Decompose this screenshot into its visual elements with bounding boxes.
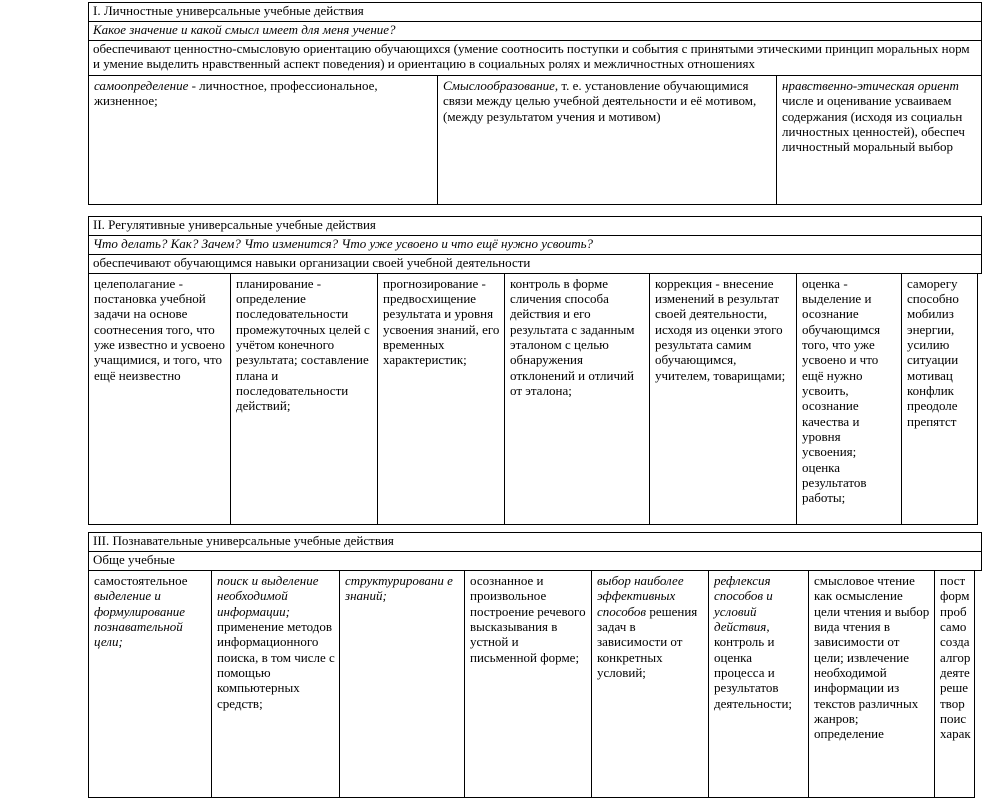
section-1-heading: I. Личностные универсальные учебные действия	[88, 2, 982, 22]
section-3-heading: III. Познавательные универсальные учебные действия	[88, 532, 982, 552]
table-cell	[708, 570, 809, 798]
cell-lead: смысловое чтение	[814, 572, 915, 588]
section-2-heading: II. Регулятивные универсальные учебные действия	[88, 216, 982, 236]
cell-lead: рефлексия способов и условий действия,	[714, 572, 773, 634]
table-cell	[934, 570, 975, 798]
table-cell	[437, 75, 777, 205]
table-cell	[591, 570, 709, 798]
section-2-description: обеспечивают обучающимся навыки организации своей учебной деятельности	[88, 254, 982, 274]
section-3-question: Обще учебные	[88, 551, 982, 571]
cell-lead: структурировани е знаний;	[345, 572, 453, 604]
cell-lead: нравственно-этическая ориент	[782, 77, 959, 93]
table-cell	[88, 570, 212, 798]
section-1-description: обеспечивают ценностно-смысловую ориентацию обучающихся (умение соотносить поступки и события с принятыми этическими принцип моральных норм и умение выделить нравственный аспект поведения) и ориентацию в социальных ролях и межличностных отношениях	[88, 40, 982, 76]
cell-text: целеполагание - постановка учебной задачи на основе соотнесения того, что уже известно и усвоено учащимися, и того, что ещё неизвестно	[94, 275, 225, 383]
table-cell	[504, 273, 650, 525]
table-cell	[88, 273, 231, 525]
cell-text: контроль в форме сличения способа действия и его результата с заданным эталоном с целью обнаружения отклонений и отличий от эталона;	[510, 275, 635, 399]
cell-text: как осмысление цели чтения и выбор вида чтения в зависимости от цели; извлечение необходимой информации из текстов различных жанров; определение	[814, 588, 930, 742]
section-1-row	[88, 75, 982, 205]
cell-text: прогнозирование - предвосхищение результата и уровня усвоения знаний, его временных характеристик;	[383, 275, 500, 368]
table-cell	[88, 75, 438, 205]
cell-text: осознанное и произвольное построение речевого высказывания в устной и письменной форме;	[470, 572, 586, 665]
table-cell	[339, 570, 465, 798]
section-2-question: Что делать? Как? Зачем? Что изменится? Что уже усвоено и что ещё нужно усвоить?	[88, 235, 982, 255]
section-1-question: Какое значение и какой смысл имеет для меня учение?	[88, 21, 982, 41]
section-2-row	[88, 273, 982, 525]
cell-text: саморегу способно мобилиз энергии, усилию ситуации мотивац конфлик преодоле препятст	[907, 275, 959, 429]
cell-text: , т. е. установление обучающимися связи между целью учебной деятельности и её мотивом, (между результатом учения и мотивом)	[443, 77, 757, 124]
cell-text-italic: выделение и формулирование познавательной цели;	[94, 588, 186, 650]
table-cell	[377, 273, 505, 525]
cell-text: планирование - определение последовательности промежуточных целей с учётом конечного результата; составление плана и последовательности действий;	[236, 275, 370, 414]
cell-text: числе и оценивание усваиваем содержания (исходя из социальн личностных ценностей), обеспеч личностный моральный выбор	[782, 93, 965, 155]
table-cell	[230, 273, 378, 525]
cell-lead: поиск и выделение необходимой информации;	[217, 572, 319, 619]
cell-text: пост форм проб само созда алгор деяте реше твор поис харак	[940, 572, 971, 742]
cell-text: коррекция - внесение изменений в результат своей деятельности, исходя из оценки этого результата самим обучающимся, учителем, товарищами;	[655, 275, 786, 383]
table-cell	[901, 273, 978, 525]
section-cognitive-uud	[88, 532, 982, 798]
table-cell	[776, 75, 982, 205]
table-cell	[808, 570, 935, 798]
table-cell	[796, 273, 902, 525]
cell-text: самостоятельное выделение и формулирование познавательной цели;	[94, 572, 188, 650]
table-cell	[464, 570, 592, 798]
section-regulative-uud	[88, 216, 982, 525]
cell-text: оценка - выделение и осознание обучающимся того, что уже усвоено и что ещё нужно усвоить, осознание качества и уровня усвоения; оценка результатов работы;	[802, 275, 881, 506]
table-cell	[649, 273, 797, 525]
cell-lead: самоопределение	[94, 77, 189, 93]
cell-text: контроль и оценка процесса и результатов деятельности;	[714, 634, 793, 711]
cell-lead: выбор наиболее эффективных способов	[597, 572, 684, 619]
cell-text: решения задач в зависимости от конкретных условий;	[597, 603, 698, 680]
cell-text: применение методов информационного поиска, в том числе с помощью компьютерных средств;	[217, 618, 335, 711]
cell-lead: Смыслообразование	[443, 77, 555, 93]
table-cell	[211, 570, 340, 798]
section-personal-uud	[88, 2, 982, 205]
cell-text: - личностное, профессиональное, жизненное;	[94, 77, 378, 109]
section-3-row	[88, 570, 982, 798]
